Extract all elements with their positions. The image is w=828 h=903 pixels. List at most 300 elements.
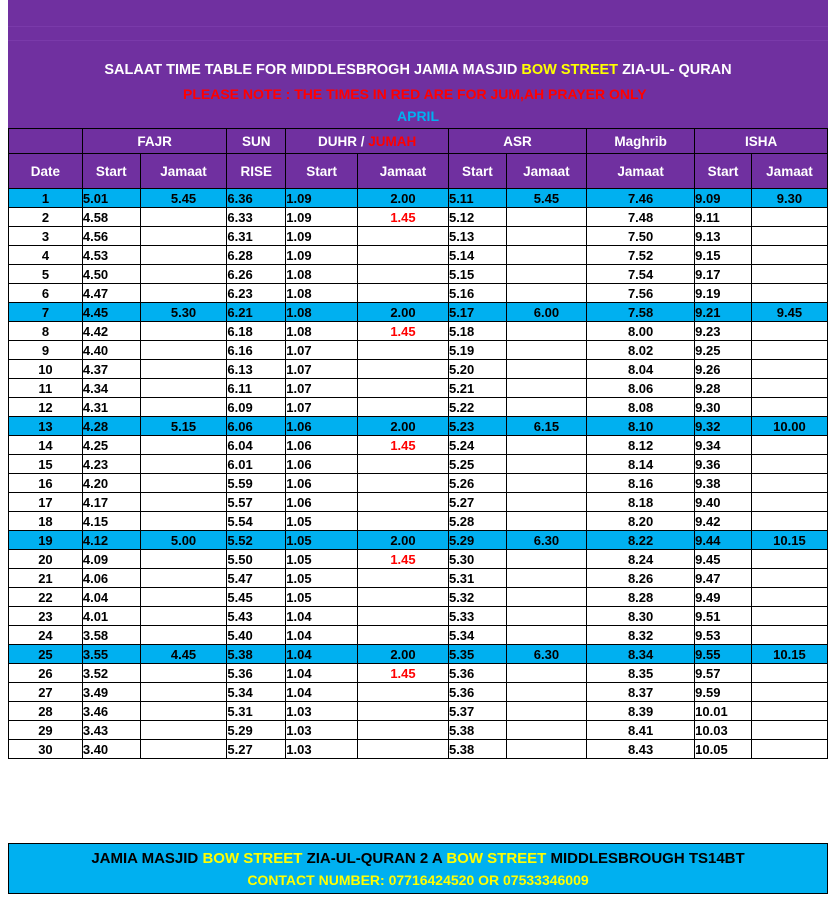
table-cell — [140, 740, 227, 759]
table-cell: 9.30 — [751, 189, 827, 208]
table-cell: 5.57 — [227, 493, 286, 512]
table-cell: 4.09 — [82, 550, 140, 569]
table-cell — [140, 322, 227, 341]
table-cell — [140, 398, 227, 417]
table-cell: 9.26 — [695, 360, 752, 379]
table-cell — [140, 341, 227, 360]
footer-text: ZIA-UL-QURAN 2 A — [302, 850, 447, 867]
table-cell: 8.28 — [587, 588, 695, 607]
table-cell: 15 — [9, 455, 83, 474]
table-cell: 3.49 — [82, 683, 140, 702]
table-cell: 4.28 — [82, 417, 140, 436]
table-cell: 4.45 — [82, 303, 140, 322]
table-cell — [751, 284, 827, 303]
table-cell: 9.23 — [695, 322, 752, 341]
table-cell: 10.00 — [751, 417, 827, 436]
table-cell: 5.15 — [140, 417, 227, 436]
table-cell — [357, 607, 448, 626]
duhr-header — [286, 129, 449, 154]
table-cell: 4.40 — [82, 341, 140, 360]
table-cell: 1.07 — [286, 379, 358, 398]
table-row — [9, 417, 828, 436]
table-cell: 1.45 — [357, 322, 448, 341]
table-cell: 1.06 — [286, 436, 358, 455]
group-header-row — [9, 129, 828, 154]
table-cell: 5.37 — [448, 702, 506, 721]
table-cell: 8.00 — [587, 322, 695, 341]
table-cell — [751, 493, 827, 512]
table-cell: 8.35 — [587, 664, 695, 683]
table-cell: 23 — [9, 607, 83, 626]
footer-text: MIDDLESBROUGH TS14BT — [546, 850, 745, 867]
table-cell: 8.06 — [587, 379, 695, 398]
table-cell: 1.04 — [286, 683, 358, 702]
table-cell: 1.08 — [286, 322, 358, 341]
table-cell — [751, 721, 827, 740]
table-cell: 3.40 — [82, 740, 140, 759]
table-cell: 6.30 — [506, 531, 586, 550]
table-cell — [140, 360, 227, 379]
table-cell: 8.37 — [587, 683, 695, 702]
table-cell — [751, 436, 827, 455]
table-cell: 6.23 — [227, 284, 286, 303]
title-text-end: ZIA-UL- QURAN — [618, 62, 732, 78]
table-cell — [751, 208, 827, 227]
table-cell — [506, 721, 586, 740]
table-cell: 4.06 — [82, 569, 140, 588]
table-cell: 4.42 — [82, 322, 140, 341]
table-cell: 5.27 — [448, 493, 506, 512]
table-cell: 5.18 — [448, 322, 506, 341]
table-cell — [506, 512, 586, 531]
table-cell — [751, 664, 827, 683]
table-cell: 4.58 — [82, 208, 140, 227]
table-row — [9, 569, 828, 588]
table-cell — [751, 702, 827, 721]
page-title — [8, 62, 828, 78]
footer-highlight: BOW STREET — [446, 850, 547, 867]
table-cell: 8.20 — [587, 512, 695, 531]
table-cell — [506, 588, 586, 607]
table-cell: 5.30 — [140, 303, 227, 322]
table-cell: 9.49 — [695, 588, 752, 607]
table-cell: 5.32 — [448, 588, 506, 607]
table-cell: 5.15 — [448, 265, 506, 284]
table-cell — [751, 398, 827, 417]
table-cell: 4.17 — [82, 493, 140, 512]
table-cell: 8.30 — [587, 607, 695, 626]
table-cell — [506, 569, 586, 588]
table-cell: 4.53 — [82, 246, 140, 265]
table-row — [9, 588, 828, 607]
table-cell: 5.16 — [448, 284, 506, 303]
table-cell: 16 — [9, 474, 83, 493]
table-cell: 5.36 — [448, 683, 506, 702]
table-cell: 4.31 — [82, 398, 140, 417]
table-cell: 9.44 — [695, 531, 752, 550]
table-cell — [506, 227, 586, 246]
table-cell: 9.40 — [695, 493, 752, 512]
table-cell: 6.26 — [227, 265, 286, 284]
table-cell — [357, 379, 448, 398]
table-cell: 5.20 — [448, 360, 506, 379]
table-cell: 5.38 — [448, 721, 506, 740]
column-header: Start — [695, 154, 752, 189]
table-cell: 5.13 — [448, 227, 506, 246]
table-cell — [357, 246, 448, 265]
table-row — [9, 322, 828, 341]
column-header: Start — [82, 154, 140, 189]
table-cell — [506, 436, 586, 455]
table-cell: 4.25 — [82, 436, 140, 455]
header-rule — [8, 40, 828, 41]
table-cell: 1.09 — [286, 208, 358, 227]
table-cell: 4.34 — [82, 379, 140, 398]
table-cell: 1.07 — [286, 341, 358, 360]
column-header: Jamaat — [357, 154, 448, 189]
table-cell: 11 — [9, 379, 83, 398]
table-cell: 10.15 — [751, 645, 827, 664]
table-cell: 1.06 — [286, 455, 358, 474]
table-cell: 5.36 — [227, 664, 286, 683]
table-cell: 4.23 — [82, 455, 140, 474]
table-cell: 4.56 — [82, 227, 140, 246]
table-cell — [140, 284, 227, 303]
table-cell: 6.31 — [227, 227, 286, 246]
table-cell: 6.11 — [227, 379, 286, 398]
table-cell: 5.00 — [140, 531, 227, 550]
table-cell: 4.47 — [82, 284, 140, 303]
table-cell: 4.50 — [82, 265, 140, 284]
table-cell: 9.28 — [695, 379, 752, 398]
table-cell: 20 — [9, 550, 83, 569]
fajr-header: FAJR — [82, 129, 227, 154]
column-header: Jamaat — [751, 154, 827, 189]
table-row — [9, 284, 828, 303]
table-cell — [357, 474, 448, 493]
table-cell: 9.47 — [695, 569, 752, 588]
table-cell — [506, 683, 586, 702]
table-cell — [140, 664, 227, 683]
table-row — [9, 189, 828, 208]
table-cell: 9.09 — [695, 189, 752, 208]
table-cell: 1.04 — [286, 664, 358, 683]
table-cell: 2.00 — [357, 189, 448, 208]
table-cell — [140, 246, 227, 265]
table-cell: 2.00 — [357, 417, 448, 436]
table-cell: 1.09 — [286, 246, 358, 265]
table-cell — [140, 512, 227, 531]
column-header: Jamaat — [140, 154, 227, 189]
jumah-note: PLEASE NOTE : THE TIMES IN RED ARE FOR JUM,AH PRAYER ONLY — [183, 86, 647, 102]
table-cell — [506, 284, 586, 303]
table-row — [9, 265, 828, 284]
table-cell: 1.45 — [357, 436, 448, 455]
table-cell: 8.32 — [587, 626, 695, 645]
table-cell: 4.45 — [140, 645, 227, 664]
table-cell — [751, 740, 827, 759]
table-cell: 6.13 — [227, 360, 286, 379]
table-cell: 9 — [9, 341, 83, 360]
table-cell: 1.05 — [286, 531, 358, 550]
table-cell: 5.28 — [448, 512, 506, 531]
table-cell — [506, 607, 586, 626]
table-cell: 5.12 — [448, 208, 506, 227]
table-cell: 5.29 — [227, 721, 286, 740]
table-cell: 5.25 — [448, 455, 506, 474]
table-cell: 1.08 — [286, 284, 358, 303]
table-cell: 9.59 — [695, 683, 752, 702]
table-cell — [357, 569, 448, 588]
table-cell: 10.03 — [695, 721, 752, 740]
table-cell — [357, 740, 448, 759]
title-highlight: BOW STREET — [521, 62, 619, 78]
table-cell: 8.10 — [587, 417, 695, 436]
table-cell: 1.07 — [286, 360, 358, 379]
table-cell: 8.34 — [587, 645, 695, 664]
table-cell: 7.52 — [587, 246, 695, 265]
table-cell: 5.30 — [448, 550, 506, 569]
table-cell — [140, 550, 227, 569]
table-cell — [751, 360, 827, 379]
table-cell: 6.00 — [506, 303, 586, 322]
table-cell: 9.11 — [695, 208, 752, 227]
table-cell — [140, 626, 227, 645]
table-cell: 2 — [9, 208, 83, 227]
table-cell: 8.16 — [587, 474, 695, 493]
table-cell: 7.56 — [587, 284, 695, 303]
header-rule — [8, 26, 828, 27]
table-cell: 21 — [9, 569, 83, 588]
table-cell: 5.36 — [448, 664, 506, 683]
table-cell — [506, 493, 586, 512]
table-cell — [751, 227, 827, 246]
table-cell: 22 — [9, 588, 83, 607]
table-cell: 6.30 — [506, 645, 586, 664]
table-cell: 24 — [9, 626, 83, 645]
table-cell — [506, 360, 586, 379]
table-cell: 1.08 — [286, 303, 358, 322]
table-cell: 5.29 — [448, 531, 506, 550]
table-cell — [506, 626, 586, 645]
table-cell — [506, 246, 586, 265]
table-cell: 5.45 — [506, 189, 586, 208]
table-cell — [751, 607, 827, 626]
table-cell — [506, 322, 586, 341]
table-cell: 6.09 — [227, 398, 286, 417]
table-cell: 1.09 — [286, 227, 358, 246]
prayer-time-table — [8, 128, 828, 759]
table-cell: 4.20 — [82, 474, 140, 493]
title-text: SALAAT TIME TABLE FOR MIDDLESBROGH JAMIA MASJID — [104, 62, 522, 78]
duhr-label: DUHR / — [317, 133, 369, 149]
table-cell: 2.00 — [357, 645, 448, 664]
table-cell: 6.36 — [227, 189, 286, 208]
table-row — [9, 493, 828, 512]
table-cell: 8.22 — [587, 531, 695, 550]
table-cell: 5.38 — [448, 740, 506, 759]
table-cell — [506, 341, 586, 360]
footer-highlight: BOW STREET — [202, 850, 303, 867]
table-row — [9, 683, 828, 702]
table-row — [9, 360, 828, 379]
table-cell: 6.28 — [227, 246, 286, 265]
table-row — [9, 607, 828, 626]
table-cell — [357, 702, 448, 721]
table-cell: 1.07 — [286, 398, 358, 417]
table-cell: 1.05 — [286, 512, 358, 531]
table-cell: 5.54 — [227, 512, 286, 531]
table-cell — [357, 721, 448, 740]
table-cell — [140, 455, 227, 474]
table-row — [9, 455, 828, 474]
table-row — [9, 531, 828, 550]
table-cell: 7 — [9, 303, 83, 322]
column-header: RISE — [227, 154, 286, 189]
table-cell: 9.13 — [695, 227, 752, 246]
footer-text: JAMIA MASJID — [91, 850, 203, 867]
table-cell — [140, 227, 227, 246]
footer-banner — [8, 843, 828, 894]
month-label: APRIL — [397, 108, 439, 124]
table-cell — [506, 208, 586, 227]
table-cell: 4.12 — [82, 531, 140, 550]
table-cell: 5.38 — [227, 645, 286, 664]
maghrib-header: Maghrib — [587, 129, 695, 154]
table-cell: 9.30 — [695, 398, 752, 417]
table-cell — [506, 702, 586, 721]
table-cell: 9.45 — [695, 550, 752, 569]
table-cell: 5.59 — [227, 474, 286, 493]
table-cell: 4.15 — [82, 512, 140, 531]
table-row — [9, 702, 828, 721]
table-cell: 19 — [9, 531, 83, 550]
table-cell — [751, 512, 827, 531]
table-cell: 1.03 — [286, 702, 358, 721]
table-cell — [506, 740, 586, 759]
table-cell: 5.34 — [227, 683, 286, 702]
table-cell: 5.11 — [448, 189, 506, 208]
footer-address — [9, 850, 827, 867]
table-cell: 3.52 — [82, 664, 140, 683]
column-header: Start — [286, 154, 358, 189]
table-cell: 2.00 — [357, 303, 448, 322]
table-cell — [506, 474, 586, 493]
table-cell — [357, 398, 448, 417]
table-cell: 6.04 — [227, 436, 286, 455]
table-cell: 5.35 — [448, 645, 506, 664]
table-cell: 5.31 — [448, 569, 506, 588]
table-cell: 10.05 — [695, 740, 752, 759]
table-row — [9, 208, 828, 227]
table-cell — [140, 379, 227, 398]
table-cell: 4.04 — [82, 588, 140, 607]
table-cell: 2.00 — [357, 531, 448, 550]
table-cell — [751, 588, 827, 607]
table-cell: 8.02 — [587, 341, 695, 360]
table-cell: 4.37 — [82, 360, 140, 379]
table-cell: 8 — [9, 322, 83, 341]
table-cell: 7.48 — [587, 208, 695, 227]
table-cell: 9.32 — [695, 417, 752, 436]
table-cell: 9.42 — [695, 512, 752, 531]
table-cell: 9.25 — [695, 341, 752, 360]
table-cell: 1.45 — [357, 208, 448, 227]
column-header: Jamaat — [506, 154, 586, 189]
table-cell: 3.43 — [82, 721, 140, 740]
table-row — [9, 740, 828, 759]
table-cell: 9.36 — [695, 455, 752, 474]
footer-contact: CONTACT NUMBER: 07716424520 OR 07533346009 — [247, 872, 589, 888]
table-cell: 6.06 — [227, 417, 286, 436]
column-header: Jamaat — [587, 154, 695, 189]
table-cell — [140, 588, 227, 607]
table-cell — [357, 265, 448, 284]
table-cell — [357, 493, 448, 512]
sun-header: SUN — [227, 129, 286, 154]
table-cell: 1.04 — [286, 626, 358, 645]
table-cell — [357, 341, 448, 360]
table-cell: 10 — [9, 360, 83, 379]
table-cell: 5.47 — [227, 569, 286, 588]
table-row — [9, 645, 828, 664]
table-cell — [357, 683, 448, 702]
table-cell — [506, 664, 586, 683]
table-cell: 5.19 — [448, 341, 506, 360]
table-cell: 8.41 — [587, 721, 695, 740]
column-header-row — [9, 154, 828, 189]
table-cell — [506, 398, 586, 417]
table-cell — [357, 455, 448, 474]
table-cell: 5.21 — [448, 379, 506, 398]
table-cell: 30 — [9, 740, 83, 759]
table-cell — [140, 208, 227, 227]
table-cell: 1.05 — [286, 588, 358, 607]
table-cell: 25 — [9, 645, 83, 664]
table-cell — [751, 246, 827, 265]
table-cell: 8.14 — [587, 455, 695, 474]
table-cell: 9.21 — [695, 303, 752, 322]
table-row — [9, 512, 828, 531]
table-cell — [140, 493, 227, 512]
table-cell — [506, 265, 586, 284]
table-cell: 6 — [9, 284, 83, 303]
table-cell — [506, 550, 586, 569]
table-cell — [140, 569, 227, 588]
table-cell: 1.05 — [286, 569, 358, 588]
table-cell: 9.57 — [695, 664, 752, 683]
table-cell — [357, 227, 448, 246]
table-cell: 5.14 — [448, 246, 506, 265]
table-cell: 8.39 — [587, 702, 695, 721]
table-cell: 9.19 — [695, 284, 752, 303]
table-row — [9, 398, 828, 417]
table-cell: 9.17 — [695, 265, 752, 284]
table-cell: 3 — [9, 227, 83, 246]
table-row — [9, 721, 828, 740]
table-cell: 7.50 — [587, 227, 695, 246]
table-row — [9, 227, 828, 246]
table-cell: 5.01 — [82, 189, 140, 208]
table-cell — [357, 360, 448, 379]
table-cell: 7.54 — [587, 265, 695, 284]
table-cell — [140, 265, 227, 284]
table-cell — [140, 702, 227, 721]
table-cell: 1.03 — [286, 721, 358, 740]
isha-header: ISHA — [695, 129, 828, 154]
table-cell: 26 — [9, 664, 83, 683]
table-cell — [751, 550, 827, 569]
